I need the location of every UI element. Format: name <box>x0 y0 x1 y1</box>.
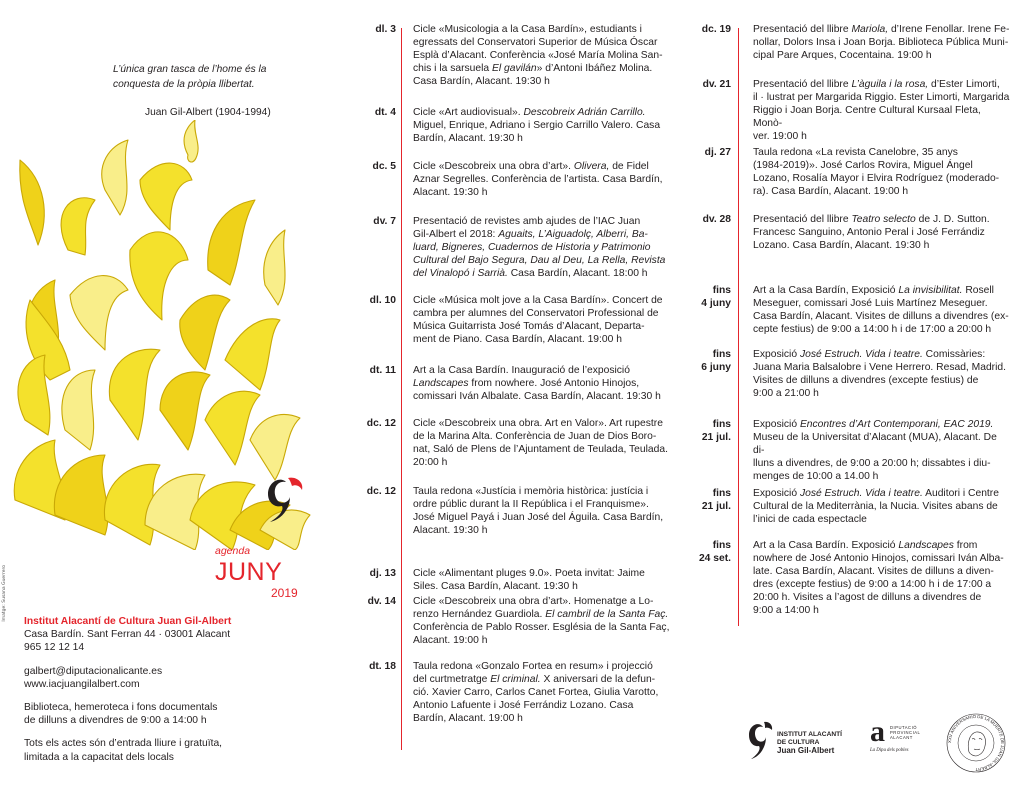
event-date: fins 21 jul. <box>701 419 731 443</box>
event-description-line: Art a la Casa Bardín. Inauguració de l’exposició <box>413 365 630 376</box>
event-description-line: Taula redona «La revista Canelobre, 35 anys <box>753 147 958 158</box>
diputacio-logo <box>870 717 925 765</box>
event-description-line: Esplà d’Alacant. Conferència «José María Molina San- <box>413 49 663 61</box>
anniversary-text: XXV ANIVERSARIO DE LA MUERTE DE JUAN GIL-ALBERT <box>946 713 1006 773</box>
ijga-line-2: DE CULTURA <box>777 739 820 747</box>
event-description-line: late. Casa Bardín, Alacant. Visites de dilluns a diven- <box>753 565 994 577</box>
event-description <box>413 596 685 648</box>
ijga-comma-icon <box>745 719 773 761</box>
event-description-line: Casa Bardín, Alacant. Visites de dilluns a divendres (ex- <box>753 310 1009 322</box>
event-date: dt. 11 <box>369 365 396 376</box>
event-description-line: Presentació del llibre Mariola, d’Irene Fenollar. Irene Fe- <box>753 24 1010 35</box>
event-description <box>753 214 1011 253</box>
footer-logos <box>745 712 1015 782</box>
event-description-line: nollar, Dolors Insa i Joan Borja. Biblioteca Pública Muni- <box>753 36 1009 48</box>
event-description-line: Presentació del llibre Teatro selecto de J. D. Sutton. <box>753 214 990 225</box>
event-description-line: ver. 19:00 h <box>753 130 807 142</box>
event-date: dl. 3 <box>375 24 396 35</box>
event-description <box>753 540 1011 617</box>
event-description-line: Riggio i Joan Borja. Centre Cultural Kursaal Fleta, Monò- <box>753 104 981 129</box>
institute-address: Casa Bardín. Sant Ferran 44 · 03001 Alacant <box>24 629 231 641</box>
middle-event-10 <box>352 596 670 646</box>
event-date: dv. 21 <box>702 79 731 90</box>
event-description-line: 9:00 a 21:00 h <box>753 387 819 399</box>
event-description <box>753 147 1011 199</box>
event-description <box>413 568 685 594</box>
right-event-6 <box>688 349 1006 399</box>
event-description-line: Cultural del Bajo Segura, Dau al Deu, La Rella, Revista <box>413 254 666 266</box>
event-description-line: del Vinalopó i Sarrià. Casa Bardín, Alacant. 18:00 h <box>413 267 648 279</box>
right-event-7 <box>688 419 997 482</box>
event-description-line: 9:00 a 14:00 h <box>753 604 819 616</box>
event-description-line: ordre públic durant la II República i el Franquisme». <box>413 498 649 510</box>
image-credit: Imatge: Susana Guerrero <box>2 565 7 622</box>
event-description-line: Casa Bardín, Alacant. 19:30 h <box>413 75 550 87</box>
right-column-rule <box>738 28 739 626</box>
event-description-line: Landscapes from nowhere. José Antonio Hinojos, <box>413 377 640 389</box>
event-date: dc. 12 <box>366 418 396 429</box>
event-description-line: dres (excepte festius) de 9:00 a 14:00 h i de 17:00 a <box>753 578 992 590</box>
event-description-line: comissari Iván Albalate. Casa Bardín, Alacant. 19:30 h <box>413 390 661 402</box>
event-description-line: Art a la Casa Bardín. Exposició Landscapes from <box>753 540 978 551</box>
event-description-line: Presentació del llibre L’àguila i la rosa, d’Ester Limorti, <box>753 79 1000 90</box>
event-date: dt. 18 <box>369 661 396 672</box>
event-description-line: renzo Hernández Guardiola. El cambril de la Santa Faç. <box>413 608 669 620</box>
event-description-line: ció. Xavier Carro, Carlos Canet Fortea, Giulia Varotto, <box>413 686 659 698</box>
event-description <box>753 419 1011 484</box>
diputacio-tagline: La Dipu dels pobles <box>870 748 909 753</box>
event-date: fins 6 juny <box>701 349 731 373</box>
agenda-label: agenda <box>215 545 251 557</box>
event-description <box>413 486 685 538</box>
library-hours-line-2: de dilluns a divendres de 9:00 a 14:00 h <box>24 715 207 727</box>
event-description-line: Juana Maria Balsalobre i Vene Herrero. Resad, Madrid. <box>753 361 1006 373</box>
middle-event-5 <box>352 295 663 345</box>
event-description-line: lluns a divendres, de 9:00 a 20:00 h; dissabtes i diu- <box>753 457 991 469</box>
comma-logo-icon <box>258 472 306 524</box>
event-description-line: egressats del Conservatori Superior de Música Óscar <box>413 36 658 48</box>
event-date: dv. 14 <box>367 596 396 607</box>
event-description <box>413 418 685 470</box>
middle-event-11 <box>352 661 659 724</box>
right-event-8 <box>688 488 999 525</box>
entry-note-line-1: Tots els actes són d’entrada lliure i gratuïta, <box>24 738 223 750</box>
event-description-line: nowhere de José Antonio Hinojos, comissari Iván Alba- <box>753 552 1004 564</box>
event-description-line: Cicle «Alimentant pluges 9.0». Poeta invitat: Jaime <box>413 568 645 579</box>
event-description-line: cepte festius) de 9:00 a 14:00 h i de 17:00 a 20:00 h <box>753 323 992 335</box>
event-date: fins 24 set. <box>698 540 731 564</box>
event-description-line: Cicle «Descobreix una obra. Art en Valor». Art rupestre <box>413 418 663 429</box>
event-description <box>753 285 1011 337</box>
event-description <box>413 661 685 726</box>
event-description-line: Alacant. 19:00 h <box>413 634 488 646</box>
event-description-line: il · lustrat per Margarida Riggio. Ester Limorti, Margarida <box>753 91 1010 103</box>
event-date: dv. 7 <box>373 216 396 227</box>
event-description-line: ment de Piano. Casa Bardín, Alacant. 19:00 h <box>413 333 622 345</box>
event-description-line: Conferència de Pablo Rosser. Església de la Santa Faç, <box>413 621 670 633</box>
middle-event-2 <box>352 107 661 144</box>
event-description-line: Cicle «Música molt jove a la Casa Bardín». Concert de <box>413 295 663 306</box>
event-description-line: 20:00 h <box>413 456 448 468</box>
event-date: fins 21 jul. <box>701 488 731 512</box>
entry-note-line-2: limitada a la capacitat dels locals <box>24 751 174 763</box>
event-description-line: Taula redona «Justícia i memòria històrica: justícia i <box>413 486 649 497</box>
event-description-line: Bardín, Alacant. 19:00 h <box>413 712 523 724</box>
institute-phone: 965 12 12 14 <box>24 642 85 654</box>
middle-event-1 <box>352 24 663 87</box>
event-date: dj. 13 <box>369 568 396 579</box>
event-description <box>413 295 685 347</box>
event-date: dt. 4 <box>374 107 396 118</box>
event-date: fins 4 juny <box>701 285 731 309</box>
agenda-month: JUNY <box>215 558 283 586</box>
event-description-line: Siles. Casa Bardín, Alacant. 19:30 h <box>413 580 578 592</box>
event-date: dc. 5 <box>372 161 396 172</box>
middle-event-9 <box>352 568 645 592</box>
event-date: dc. 12 <box>366 486 396 497</box>
event-description <box>413 161 685 200</box>
event-description-line: Cicle «Musicologia a la Casa Bardín», estudiants i <box>413 24 642 35</box>
right-event-2 <box>688 79 1010 142</box>
event-description <box>413 216 685 281</box>
event-description <box>753 349 1011 401</box>
event-description-line: chis i la sarsuela El gavilán» d’Antoni Ibáñez Molina. <box>413 62 653 74</box>
event-description-line: Alacant. 19:30 h <box>413 524 488 536</box>
event-description-line: José Miguel Payá i Juan José del Águila. Casa Bardín, <box>413 511 664 523</box>
library-hours-line-1: Biblioteca, hemeroteca i fons documentals <box>24 702 218 714</box>
event-description-line: Exposició José Estruch. Vida i teatre. Comissàries: <box>753 349 986 360</box>
event-description-line: ra). Casa Bardín, Alacant. 19:00 h <box>753 185 909 197</box>
event-description-line: Exposició Encontres d’Art Contemporani, EAC 2019. <box>753 419 994 430</box>
cover-panel <box>0 0 345 801</box>
middle-event-4 <box>352 216 666 279</box>
event-description-line: Exposició José Estruch. Vida i teatre. Auditori i Centre <box>753 488 999 499</box>
diputacio-line-2: PROVINCIAL <box>890 730 921 735</box>
event-description-line: Cicle «Art audiovisual». Descobreix Adrián Carrillo. <box>413 107 646 118</box>
middle-event-6 <box>352 365 661 402</box>
event-description-line: Francesc Sanguino, Antonio Peral i José Ferrándiz <box>753 226 985 238</box>
event-description-line: Taula redona «Gonzalo Fortea en resum» i projecció <box>413 661 653 672</box>
diputacio-a-icon: a <box>870 715 885 748</box>
event-description-line: 20:00 h. Visites a l’agost de dilluns a divendres de <box>753 591 982 603</box>
ijga-line-3: Juan Gil-Albert <box>777 746 835 756</box>
event-description-line: Art a la Casa Bardín, Exposició La invisibilitat. Rosell <box>753 285 994 296</box>
event-description <box>753 79 1011 144</box>
portrait-sketch-icon <box>968 732 985 756</box>
middle-event-3 <box>352 161 663 198</box>
event-description <box>413 107 685 146</box>
event-description <box>413 24 685 89</box>
event-description-line: de la Marina Alta. Conferència de Juan de Dios Boro- <box>413 430 657 442</box>
event-description-line: Cicle «Descobreix una obra d’art». Homenatge a Lo- <box>413 596 654 607</box>
right-event-1 <box>688 24 1010 61</box>
institute-email[interactable]: galbert@diputacionalicante.es <box>24 665 163 677</box>
event-description-line: (1984-2019)». José Carlos Rovira, Miguel Ángel <box>753 159 973 171</box>
right-event-9 <box>688 540 1004 616</box>
event-description <box>413 365 685 404</box>
ijga-logo <box>745 719 865 764</box>
event-description-line: Bardín, Alacant. 19:30 h <box>413 132 523 144</box>
agenda-year: 2019 <box>271 586 298 600</box>
event-description-line: Meseguer, comissari José Luis Martínez Meseguer. <box>753 297 988 309</box>
diputacio-line-1: DIPUTACIÓ <box>890 725 917 730</box>
event-description-line: Lozano. Casa Bardín, Alacant. 19:30 h <box>753 239 930 251</box>
event-description-line: menges de 10:00 a 14.00 h <box>753 470 879 482</box>
event-date: dv. 28 <box>702 214 731 225</box>
ijga-line-1: INSTITUT ALACANTÍ <box>777 731 842 738</box>
quote-text: L’única gran tasca de l’home és la conquesta de la pròpia llibertat. <box>113 64 267 90</box>
event-description-line: Antonio Lafuente i José Ferrándiz Lozano. Casa <box>413 699 634 711</box>
right-event-5 <box>688 285 1009 335</box>
event-description-line: Visites de dilluns a divendres (excepte festius) de <box>753 374 979 386</box>
event-description-line: Lozano, Rosalía Mayor i Elvira Rodríguez (moderado- <box>753 172 1000 184</box>
event-description-line: cipal Pare Arques, Cocentaina. 19:00 h <box>753 49 932 61</box>
event-description-line: Aznar Segrelles. Conferència de l’artista. Casa Bardín, <box>413 173 663 185</box>
event-description-line: del curtmetratge El criminal. X aniversari de la defun- <box>413 673 656 685</box>
event-description-line: Alacant. 19:30 h <box>413 186 488 198</box>
institute-web[interactable]: www.iacjuangilalbert.com <box>24 678 140 690</box>
right-event-4 <box>688 214 990 251</box>
event-description <box>753 488 1011 527</box>
event-description-line: luard, Bigneres, Cuadernos de Historia y Patrimonio <box>413 241 651 253</box>
event-description <box>753 24 1011 63</box>
middle-column-rule <box>401 28 402 750</box>
anniversary-seal <box>945 712 1007 774</box>
event-description-line: Miguel, Enrique, Adriano i Sergio Carrillo Valero. Casa <box>413 119 661 131</box>
contact-block <box>24 615 344 774</box>
event-description-line: nat, Saló de Plens de l’Ajuntament de Teulada, Teulada. <box>413 443 668 455</box>
event-description-line: l’inici de cada espectacle <box>753 513 867 525</box>
event-date: dc. 19 <box>701 24 731 35</box>
diputacio-line-3: ALACANT <box>890 735 913 740</box>
institute-name: Institut Alacantí de Cultura Juan Gil-Albert <box>24 616 232 627</box>
event-description-line: Museu de la Universitat d’Alacant (MUA), Alacant. De di- <box>753 431 997 456</box>
quote-author: Juan Gil-Albert (1904-1994) <box>145 107 271 118</box>
middle-event-8 <box>352 486 664 536</box>
event-description-line: Cultural de la Mediterrània, la Nucia. Visites abans de <box>753 500 998 512</box>
right-event-3 <box>688 147 1000 197</box>
event-description-line: cambra per alumnes del Conservatori Professional de <box>413 307 659 319</box>
event-description-line: Gil-Albert el 2018: Aguaits, L’Aiguadolç, Alberri, Ba- <box>413 228 648 240</box>
middle-event-7 <box>352 418 668 468</box>
event-description-line: Cicle «Descobreix una obra d’art». Olivera, de Fidel <box>413 161 649 172</box>
event-description-line: Presentació de revistes amb ajudes de l’IAC Juan <box>413 216 641 227</box>
event-description-line: Música Guitarrista José Tomás d’Alacant, Departa- <box>413 320 645 332</box>
event-date: dl. 10 <box>369 295 396 306</box>
event-date: dj. 27 <box>704 147 731 158</box>
